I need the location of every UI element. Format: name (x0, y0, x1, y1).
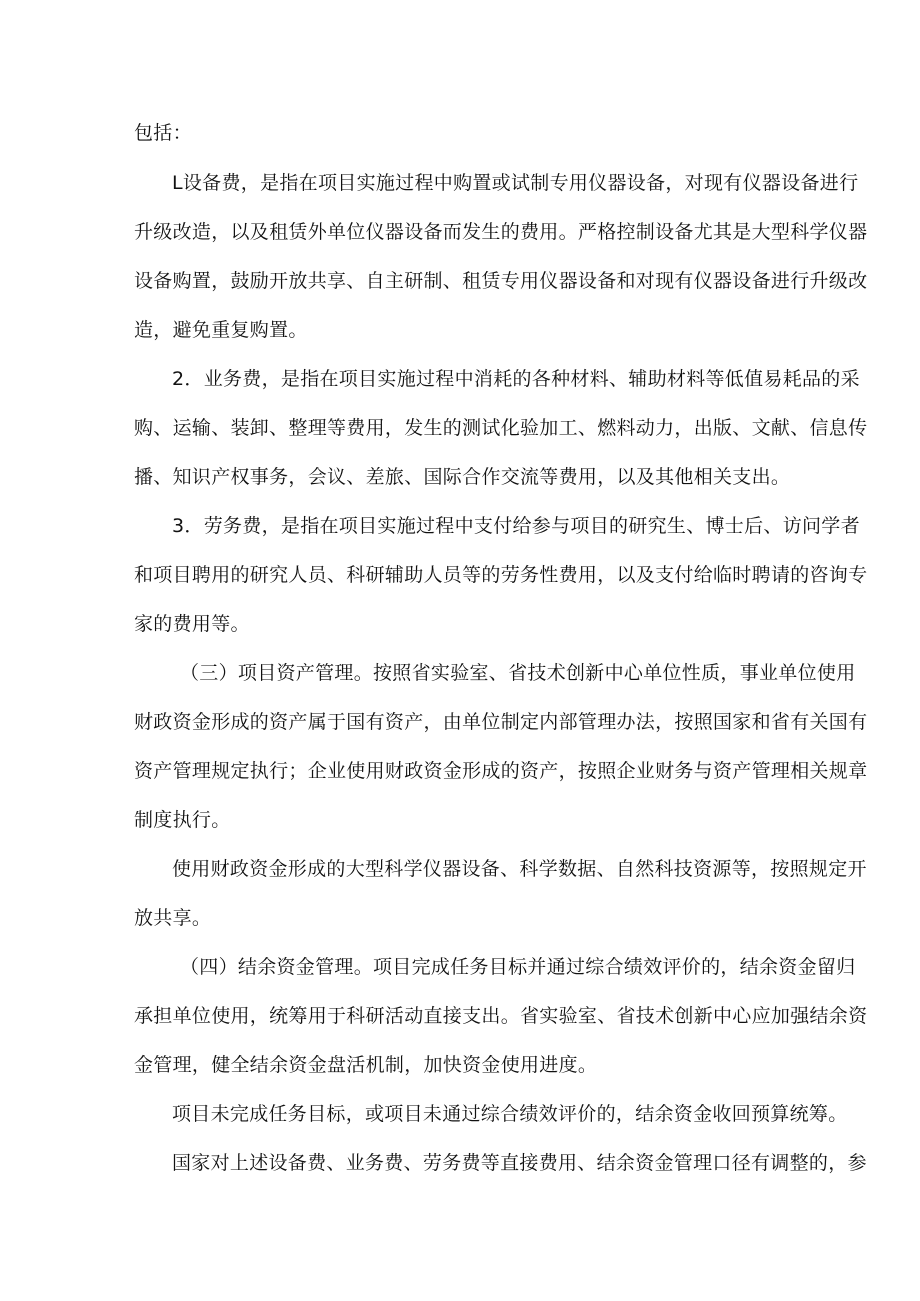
item2-line-2: 购、运输、装卸、整理等费用，发生的测试化验加工、燃料动力，出版、文献、信息传 (134, 417, 868, 439)
item2-line-1: 2．业务费，是指在项目实施过程中消耗的各种材料、辅助材料等低值易耗品的采 (172, 368, 860, 390)
section3-line-3: 资产管理规定执行；企业使用财政资金形成的资产，按照企业财务与资产管理相关规章 (134, 760, 868, 782)
item3-line-1: 3．劳务费，是指在项目实施过程中支付给参与项目的研究生、博士后、访问学者 (172, 515, 860, 537)
unfinished-line: 项目未完成任务目标，或项目未通过综合绩效评价的，结余资金收回预算统筹。 (172, 1103, 848, 1125)
item3-line-2: 和项目聘用的研究人员、科研辅助人员等的劳务性费用，以及支付给临时聘请的咨询专 (134, 564, 868, 586)
intro-line: 包括： (134, 122, 192, 144)
section3-line-2: 财政资金形成的资产属于国有资产，由单位制定内部管理办法，按照国家和省有关国有 (134, 711, 868, 733)
item1-line-3: 设备购置，鼓励开放共享、自主研制、租赁专用仪器设备和对现有仪器设备进行升级改 (134, 270, 868, 292)
sharing-line-2: 放共享。 (134, 907, 212, 929)
item3-line-3: 家的费用等。 (134, 613, 250, 635)
item1-line-4: 造，避免重复购置。 (134, 319, 308, 341)
national-line: 国家对上述设备费、业务费、劳务费等直接费用、结余资金管理口径有调整的，参 (172, 1152, 867, 1174)
item1-line-1: L设备费，是指在项目实施过程中购置或试制专用仪器设备，对现有仪器设备进行 (172, 172, 859, 194)
section4-line-2: 承担单位使用，统筹用于科研活动直接支出。省实验室、省技术创新中心应加强结余资 (134, 1005, 868, 1027)
item1-line-2: 升级改造，以及租赁外单位仪器设备而发生的费用。严格控制设备尤其是大型科学仪器 (134, 221, 868, 243)
section4-line-1: （四）结余资金管理。项目完成任务目标并通过综合绩效评价的，结余资金留归 (180, 956, 856, 978)
section3-line-4: 制度执行。 (134, 809, 231, 831)
item2-line-3: 播、知识产权事务，会议、差旅、国际合作交流等费用，以及其他相关支出。 (134, 466, 791, 488)
sharing-line-1: 使用财政资金形成的大型科学仪器设备、科学数据、自然科技资源等，按照规定开 (172, 858, 867, 880)
section3-line-1: （三）项目资产管理。按照省实验室、省技术创新中心单位性质，事业单位使用 (180, 662, 856, 684)
section4-line-3: 金管理，健全结余资金盘活机制，加快资金使用进度。 (134, 1054, 598, 1076)
